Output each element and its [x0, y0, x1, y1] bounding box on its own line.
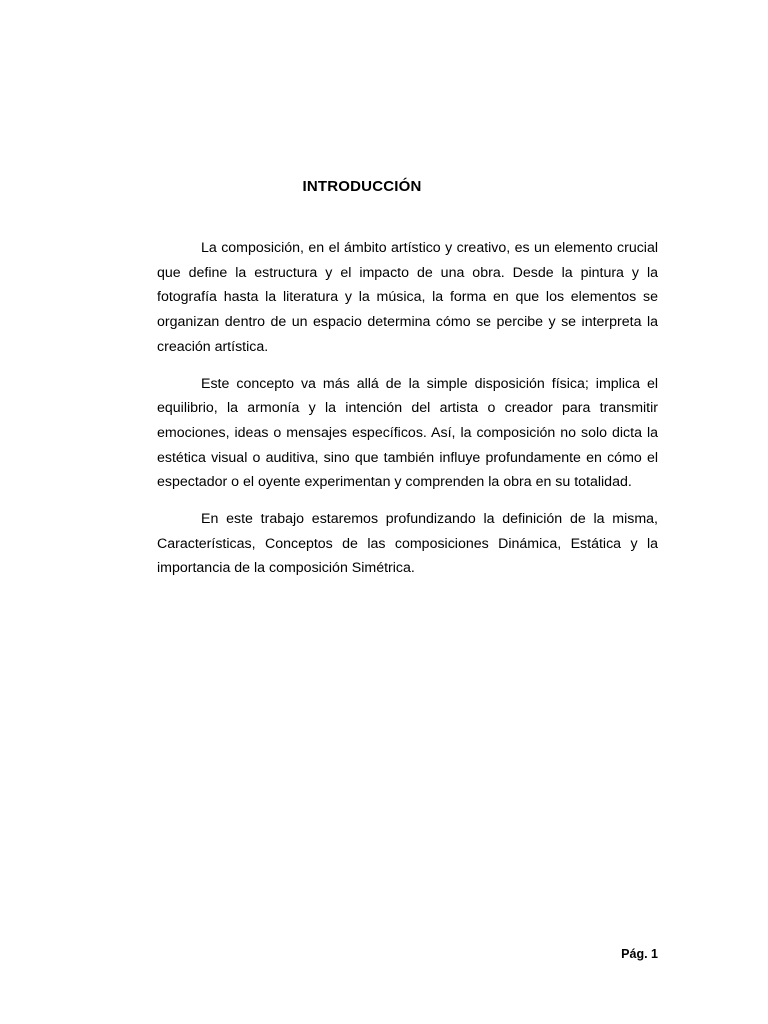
page-title: INTRODUCCIÓN: [302, 178, 422, 195]
body-text: [157, 236, 658, 593]
paragraph-1: La composición, en el ámbito artístico y creativo, es un elemento crucial que define la estructura y el impacto de una obra. Desde la pintura y la fotografía hasta la literatura y la música, la forma en que los elementos se organizan dentro de un espacio determina cómo se percibe y se interpreta la creación artística.: [157, 240, 658, 355]
page-number: Pág. 1: [621, 947, 658, 961]
paragraph-2: Este concepto va más allá de la simple disposición física; implica el equilibrio, la armonía y la intención del artista o creador para transmitir emociones, ideas o mensajes específicos. Así, la composición no solo dicta la estética visual o auditiva, sino que también influye profundamente en cómo el espectador o el oyente experimentan y comprenden la obra en su totalidad.: [157, 375, 658, 491]
paragraph-3: En este trabajo estaremos profundizando la definición de la misma, Características, Conceptos de las composiciones Dinámica, Estática y la importancia de la composición Simétrica.: [157, 511, 658, 577]
